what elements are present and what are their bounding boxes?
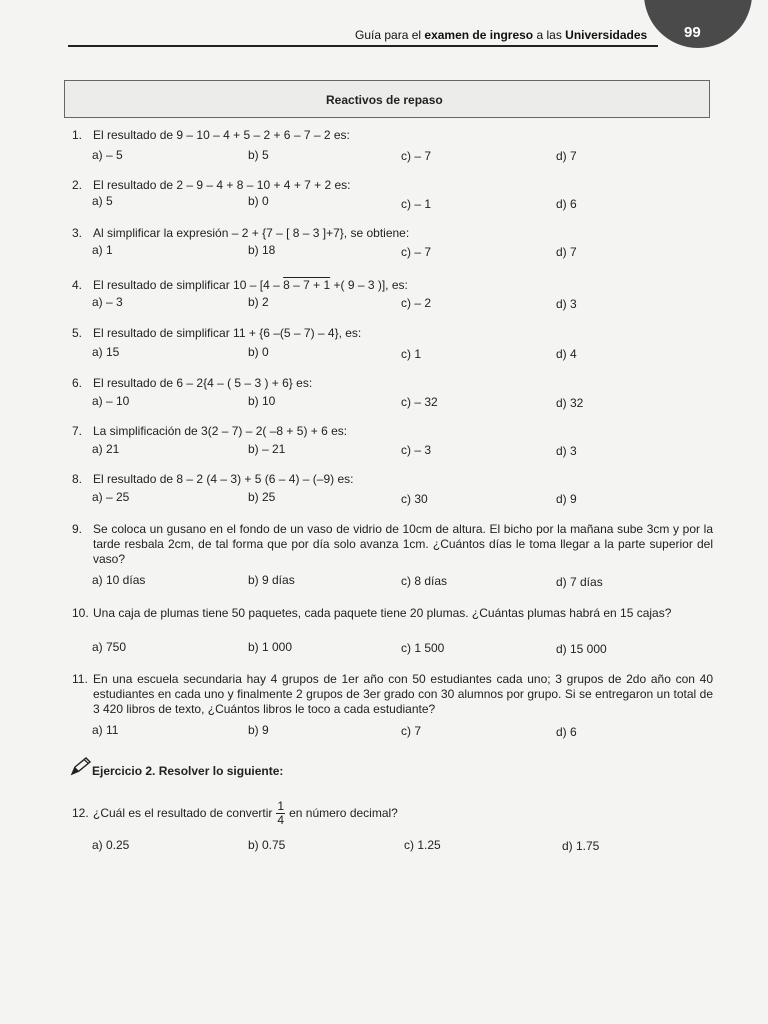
option-b[interactable]: b) 9 días [248, 573, 295, 587]
question-number: 6. [72, 376, 83, 390]
question-stem: El resultado de simplificar 11 + {6 –(5 – 7) – 4}, es: [93, 326, 362, 340]
option-b[interactable]: b) 25 [248, 490, 276, 504]
question-stem: El resultado de 9 – 10 – 4 + 5 – 2 + 6 – 7 – 2 es: [93, 128, 350, 142]
question-stem: El resultado de 8 – 2 (4 – 3) + 5 (6 – 4) – (–9) es: [93, 472, 354, 486]
header-title-part: examen de [424, 28, 487, 42]
option-a[interactable]: a) 15 [92, 345, 120, 359]
option-b[interactable]: b) 10 [248, 394, 276, 408]
option-d[interactable]: d) 7 [556, 149, 577, 163]
option-c[interactable]: c) 8 días [401, 574, 448, 588]
option-a[interactable]: a) 1 [92, 243, 113, 257]
question-number: 7. [72, 424, 83, 438]
option-a[interactable]: a) – 5 [92, 148, 123, 162]
header-rule [68, 45, 658, 47]
option-b[interactable]: b) 1 000 [248, 640, 293, 654]
question-number: 3. [72, 226, 83, 240]
pencil-icon [70, 756, 92, 776]
question-stem [93, 278, 713, 293]
option-d[interactable]: d) 3 [556, 297, 577, 311]
option-b[interactable]: b) – 21 [248, 442, 286, 456]
option-d[interactable]: d) 7 [556, 245, 577, 259]
option-d[interactable]: d) 6 [556, 725, 577, 739]
stem-part: El resultado de simplificar 10 – [4 – [93, 278, 284, 292]
radical-expression: 8 – 7 + 1 [283, 278, 331, 292]
option-b[interactable]: b) 0.75 [248, 838, 286, 852]
question-stem: Una caja de plumas tiene 50 paquetes, cada paquete tiene 20 plumas. ¿Cuántas plumas habrá en 15 cajas? [93, 606, 672, 620]
stem-part: +( 9 – 3 )], es: [330, 278, 408, 292]
question-number: 8. [72, 472, 83, 486]
header-title [355, 28, 647, 42]
option-d[interactable]: d) 6 [556, 197, 577, 211]
question-number: 2. [72, 178, 83, 192]
option-a[interactable]: a) 5 [92, 194, 113, 208]
question-stem [93, 800, 713, 827]
question-number: 11. [72, 672, 88, 686]
option-a[interactable]: a) 21 [92, 442, 120, 456]
question-stem: El resultado de 2 – 9 – 4 + 8 – 10 + 4 + 7 + 2 es: [93, 178, 351, 192]
option-c[interactable]: c) – 3 [401, 443, 432, 457]
option-a[interactable]: a) 10 días [92, 573, 146, 587]
option-c[interactable]: c) – 2 [401, 296, 432, 310]
question-stem: El resultado de 6 – 2{4 – ( 5 – 3 ) + 6} es: [93, 376, 313, 390]
option-b[interactable]: b) 2 [248, 295, 269, 309]
option-c[interactable]: c) – 7 [401, 245, 432, 259]
fraction-numerator: 1 [277, 799, 285, 813]
option-b[interactable]: b) 18 [248, 243, 276, 257]
question-stem: Se coloca un gusano en el fondo de un vaso de vidrio de 10cm de altura. El bicho por la mañana sube 3cm y por la tarde resbala 2cm, de tal forma que por día solo avanza 1cm. ¿Cuántos días le toma llegar a la parte superior del vaso? [93, 522, 713, 566]
option-b[interactable]: b) 0 [248, 345, 269, 359]
option-c[interactable]: c) 1 500 [401, 641, 445, 655]
option-b[interactable]: b) 9 [248, 723, 269, 737]
question-stem: La simplificación de 3(2 – 7) – 2( –8 + 5) + 6 es: [93, 424, 348, 438]
option-a[interactable]: a) – 25 [92, 490, 130, 504]
option-d[interactable]: d) 4 [556, 347, 577, 361]
option-c[interactable]: c) – 1 [401, 197, 432, 211]
option-c[interactable]: c) 30 [401, 492, 428, 506]
header-title-part: Universidades [565, 28, 648, 42]
option-a[interactable]: a) 750 [92, 640, 127, 654]
question-stem: Al simplificar la expresión – 2 + {7 – [ 8 – 3 ]+7}, se obtiene: [93, 226, 410, 240]
option-d[interactable]: d) 3 [556, 444, 577, 458]
question-number: 9. [72, 522, 83, 536]
option-d[interactable]: d) 1.75 [562, 839, 600, 853]
question-number: 4. [72, 278, 83, 292]
header-title-part: Guía para el [355, 28, 422, 42]
option-a[interactable]: a) – 10 [92, 394, 130, 408]
question-number: 1. [72, 128, 83, 142]
stem-part: ¿Cuál es el resultado de convertir [93, 806, 273, 820]
header-title-part: a las [536, 28, 562, 42]
question-stem: En una escuela secundaria hay 4 grupos de 1er año con 50 estudiantes cada uno; 3 grupos de 2do año con 40 estudiantes en cada uno y finalmente 2 grupos de 3er grado con 30 alumnos por grupo. Si se entregaron un total de 3 420 libros de texto, ¿Cuántos libros le toco a cada estudiante? [93, 672, 713, 716]
option-c[interactable]: c) 1 [401, 347, 422, 361]
fraction-denominator: 4 [277, 813, 285, 827]
stem-part: en número decimal? [289, 806, 398, 820]
option-c[interactable]: c) – 32 [401, 395, 438, 409]
header-title-part: ingreso [489, 28, 534, 42]
option-d[interactable]: d) 9 [556, 492, 577, 506]
option-c[interactable]: c) – 7 [401, 149, 432, 163]
option-a[interactable]: a) – 3 [92, 295, 123, 309]
question-number: 10. [72, 606, 89, 620]
option-c[interactable]: c) 7 [401, 724, 422, 738]
option-b[interactable]: b) 0 [248, 194, 269, 208]
option-b[interactable]: b) 5 [248, 148, 269, 162]
page-number: 99 [684, 24, 701, 41]
option-d[interactable]: d) 7 días [556, 575, 603, 589]
option-d[interactable]: d) 15 000 [556, 642, 607, 656]
question-number: 12. [72, 806, 89, 820]
option-c[interactable]: c) 1.25 [404, 838, 441, 852]
exercise-title: Ejercicio 2. Resolver lo siguiente: [92, 764, 284, 778]
option-a[interactable]: a) 11 [92, 723, 119, 737]
section-title: Reactivos de repaso [326, 93, 443, 107]
question-number: 5. [72, 326, 83, 340]
option-d[interactable]: d) 32 [556, 396, 584, 410]
option-a[interactable]: a) 0.25 [92, 838, 130, 852]
fraction [276, 800, 285, 827]
